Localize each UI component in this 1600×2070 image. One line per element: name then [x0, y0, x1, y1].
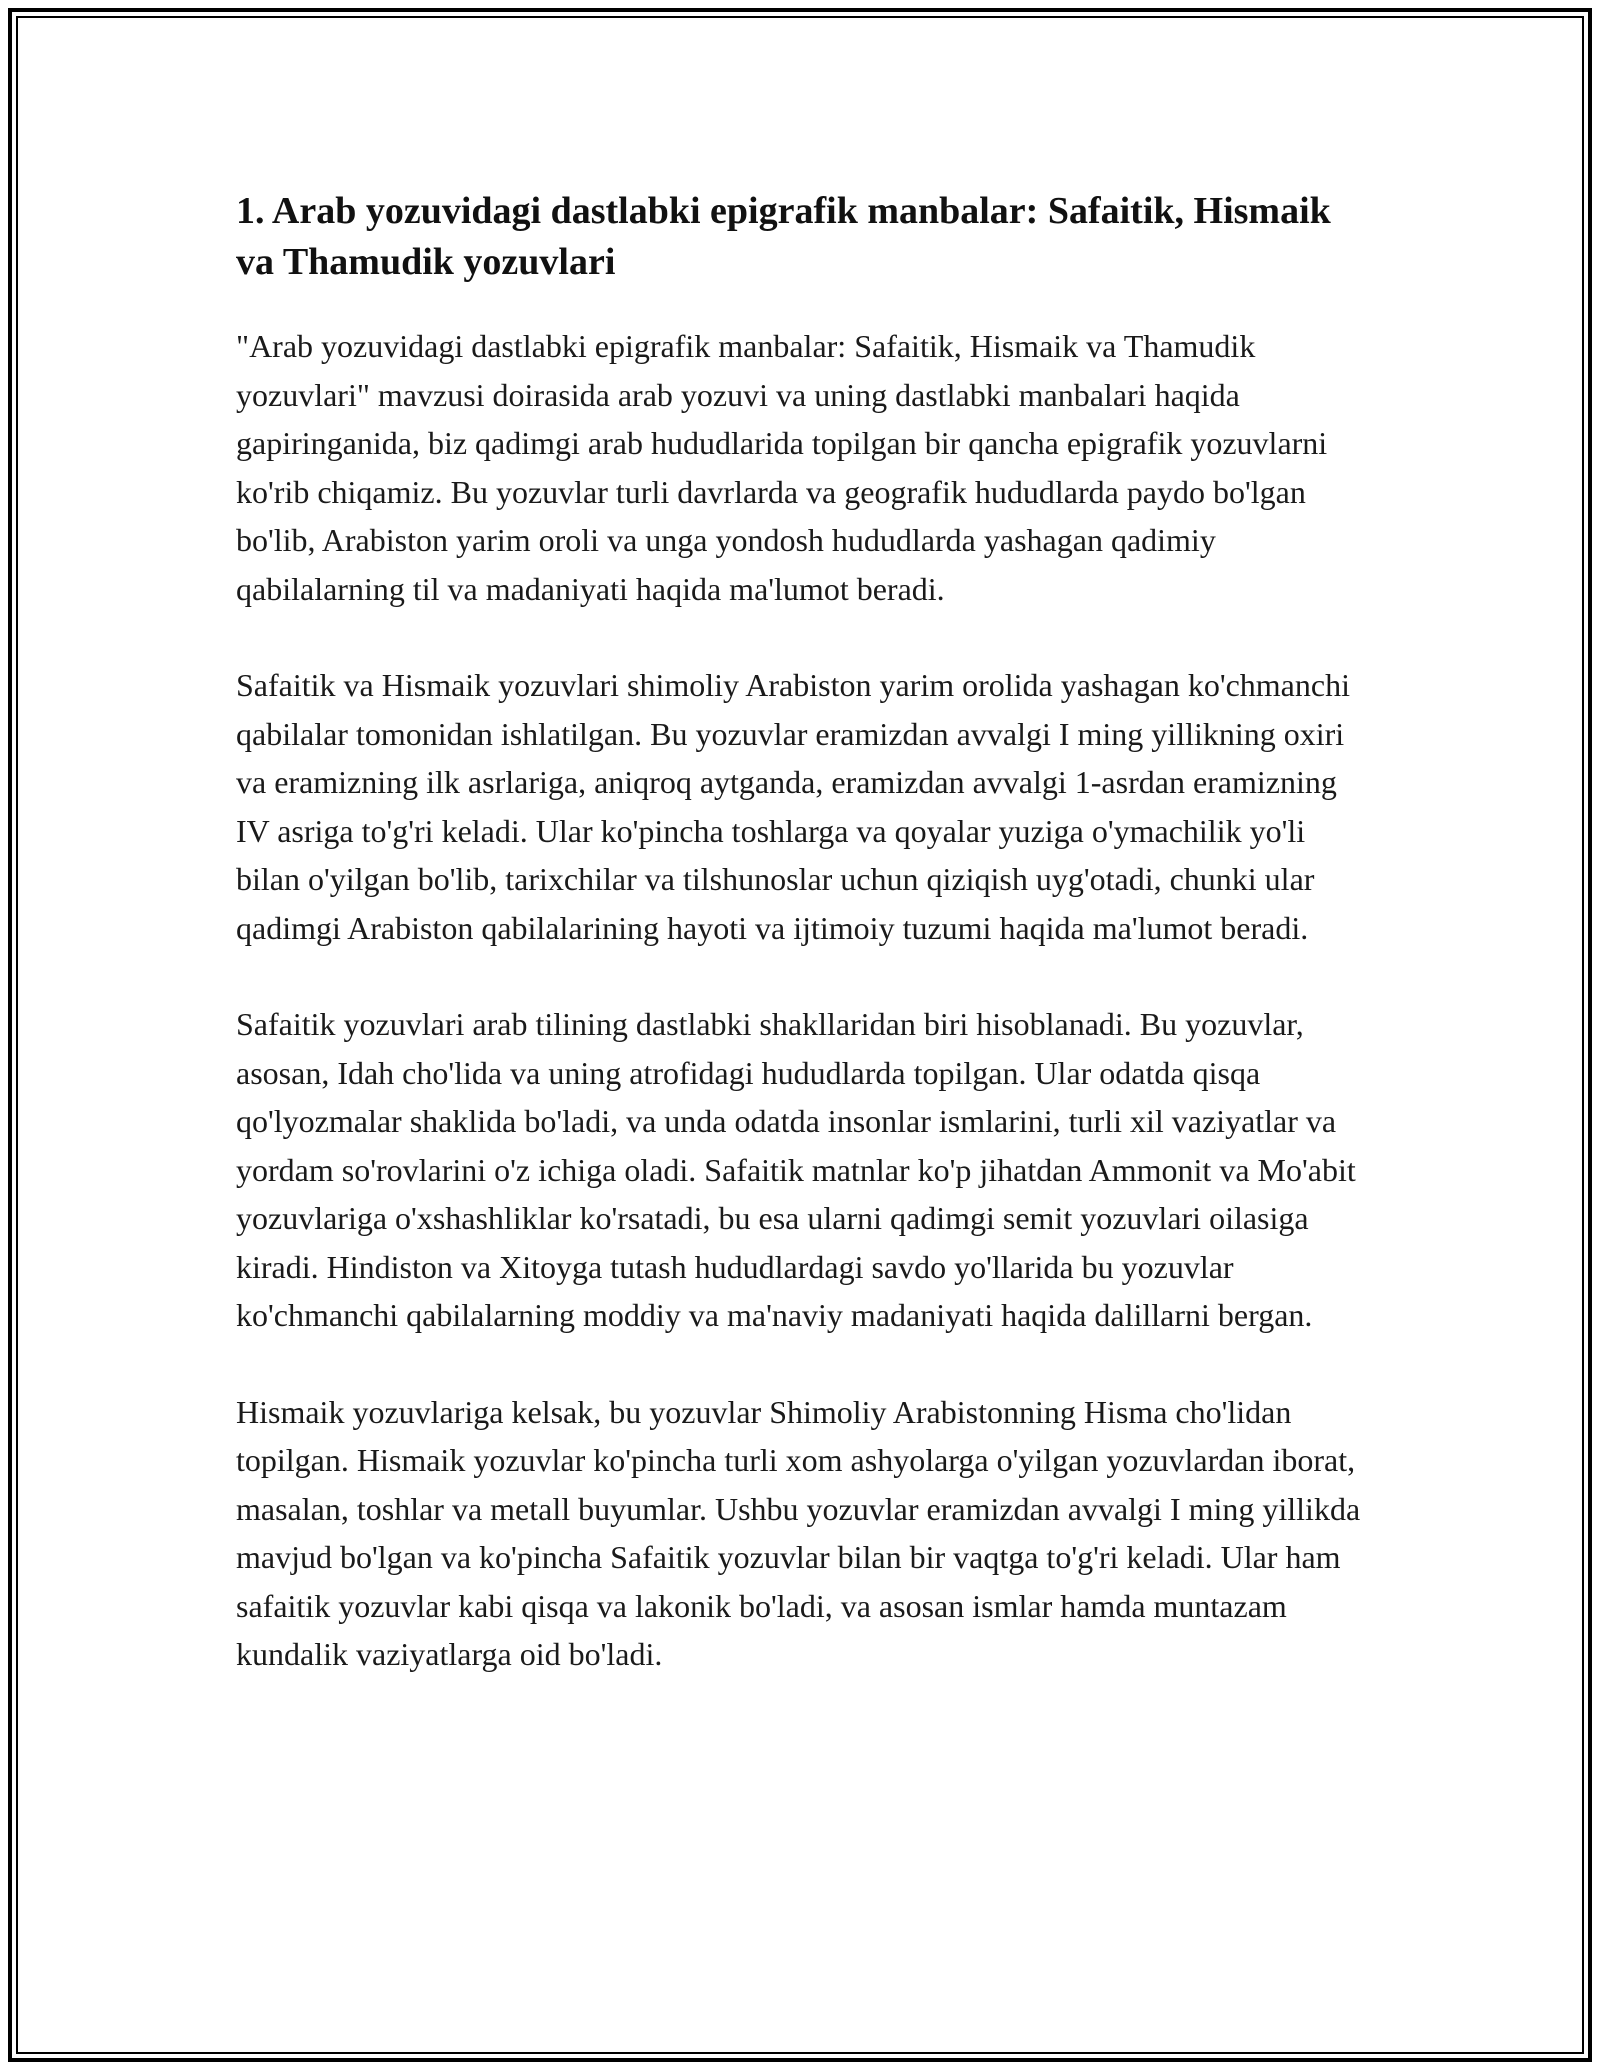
paragraph-intro: "Arab yozuvidagi dastlabki epigrafik manbalar: Safaitik, Hismaik va Thamudik yozuvlari" mavzusi doirasida arab yozuvi va uning dastlabki manbalari haqida gapiringanida, biz qadimgi arab hududlarida topilgan bir qancha epigrafik yozuvlarni ko'rib chiqamiz. Bu yozuvlar turli davrlarda va geografik hududlarda paydo bo'lgan bo'lib, Arabiston yarim oroli va unga yondosh hududlarda yashagan qadimiy qabilalarning til va madaniyati haqida ma'lumot beradi. [236, 328, 1328, 607]
section-heading: 1. Arab yozuvidagi dastlabki epigrafik manbalar: Safaitik, Hismaik va Thamudik yozuvlari [236, 190, 1331, 283]
paragraph-safaitik: Safaitik yozuvlari arab tilining dastlabki shakllaridan biri hisoblanadi. Bu yozuvlar, asosan, Idah cho'lida va uning atrofidagi hududlarda topilgan. Ular odatda qisqa qo'lyozmalar shaklida bo'ladi, va unda odatda insonlar ismlarini, turli xil vaziyatlar va yordam so'rovlarini o'z ichiga oladi. Safaitik matnlar ko'p jihatdan Ammonit va Mo'abit yozuvlariga o'xshashliklar ko'rsatadi, bu esa ularni qadimgi semit yozuvlari oilasiga kiradi. Hindiston va Xitoyga tutash hududlardagi savdo yo'llarida bu yozuvlar ko'chmanchi qabilalarning moddiy va ma'naviy madaniyati haqida dalillarni bergan. [236, 1006, 1356, 1333]
paragraph-hismaik: Hismaik yozuvlariga kelsak, bu yozuvlar Shimoliy Arabistonning Hisma cho'lidan topilgan. Hismaik yozuvlar ko'pincha turli xom ashyolarga o'yilgan yozuvlardan iborat, masalan, toshlar va metall buyumlar. Ushbu yozuvlar eramizdan avvalgi I ming yillikda mavjud bo'lgan va ko'pincha Safaitik yozuvlar bilan bir vaqtga to'g'ri keladi. Ular ham safaitik yozuvlar kabi qisqa va lakonik bo'ladi, va asosan ismlar hamda muntazam kundalik vaziyatlarga oid bo'ladi. [236, 1393, 1361, 1672]
paragraph-safaitik-hismaik: Safaitik va Hismaik yozuvlari shimoliy Arabiston yarim orolida yashagan ko'chmanchi qabilalar tomonidan ishlatilgan. Bu yozuvlar eramizdan avvalgi I ming yillikning oxiri va eramizning ilk asrlariga, aniqroq aytganda, eramizdan avvalgi 1-asrdan eramizning IV asriga to'g'ri keladi. Ular ko'pincha toshlarga va qoyalar yuziga o'ymachilik yo'li bilan o'yilgan bo'lib, tarixchilar va tilshunoslar uchun qiziqish uyg'otadi, chunki ular qadimgi Arabiston qabilalarining hayoti va ijtimoiy tuzumi haqida ma'lumot beradi. [236, 667, 1350, 946]
document-body [236, 186, 1376, 1727]
